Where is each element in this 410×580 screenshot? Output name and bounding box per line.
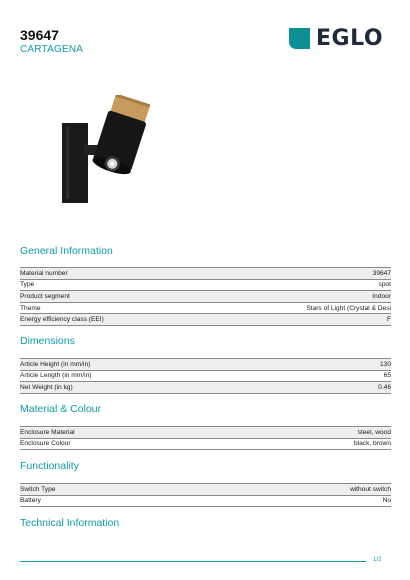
- row-label: Switch Type: [20, 484, 192, 496]
- row-label: Net Weight (in kg): [20, 382, 334, 394]
- row-value: Stars of Light (Crystal & Desi: [205, 302, 391, 314]
- table-row: [20, 291, 391, 303]
- table-row: [20, 302, 391, 314]
- table-row: [20, 359, 391, 371]
- footer-divider: [20, 561, 366, 562]
- row-label: Enclosure Colour: [20, 438, 241, 450]
- row-value: black, brown: [241, 438, 391, 450]
- table-row: [20, 438, 391, 450]
- table-row: [20, 370, 391, 382]
- functionality-table: [20, 483, 391, 507]
- eglo-logo: [289, 26, 383, 51]
- row-label: Article Height (in mm/in): [20, 359, 334, 371]
- table-row: [20, 279, 391, 291]
- row-label: Enclosure Material: [20, 427, 241, 439]
- row-label: Energy efficiency class (EEI): [20, 314, 205, 326]
- logo-text: EGLO: [316, 26, 384, 51]
- row-value: 65: [334, 370, 391, 382]
- row-label: Theme: [20, 302, 205, 314]
- table-row: [20, 268, 391, 280]
- row-label: Type: [20, 279, 205, 291]
- section-title-functionality: Functionality: [20, 460, 79, 472]
- row-value: without switch: [192, 484, 391, 496]
- row-value: 0.46: [334, 382, 391, 394]
- row-value: F: [205, 314, 391, 326]
- row-value: 39647: [205, 268, 391, 280]
- article-number: 39647: [20, 27, 59, 43]
- table-row: [20, 495, 391, 507]
- row-label: Battery: [20, 495, 192, 507]
- section-title-material: Material & Colour: [20, 403, 102, 415]
- table-row: [20, 427, 391, 439]
- dimensions-table: [20, 358, 391, 394]
- row-value: 130: [334, 359, 391, 371]
- row-label: Article Length (in mm/in): [20, 370, 334, 382]
- row-label: Product segment: [20, 291, 205, 303]
- product-image: [58, 95, 154, 205]
- product-name: CARTAGENA: [20, 44, 84, 55]
- spot-head: [91, 95, 153, 178]
- section-title-general: General Information: [20, 245, 113, 257]
- section-title-dimensions: Dimensions: [20, 335, 75, 347]
- row-value: Indoor: [205, 291, 391, 303]
- table-row: [20, 382, 391, 394]
- logo-mark-icon: [289, 28, 310, 49]
- table-row: [20, 314, 391, 326]
- row-label: Material number: [20, 268, 205, 280]
- section-title-technical: Technical Information: [20, 517, 120, 529]
- general-table: [20, 267, 391, 326]
- page-number: 1/2: [373, 557, 382, 563]
- row-value: steel, wood: [241, 427, 391, 439]
- material-table: [20, 426, 391, 450]
- row-value: No: [192, 495, 391, 507]
- row-value: spot: [205, 279, 391, 291]
- table-row: [20, 484, 391, 496]
- wall-bracket: [62, 123, 88, 203]
